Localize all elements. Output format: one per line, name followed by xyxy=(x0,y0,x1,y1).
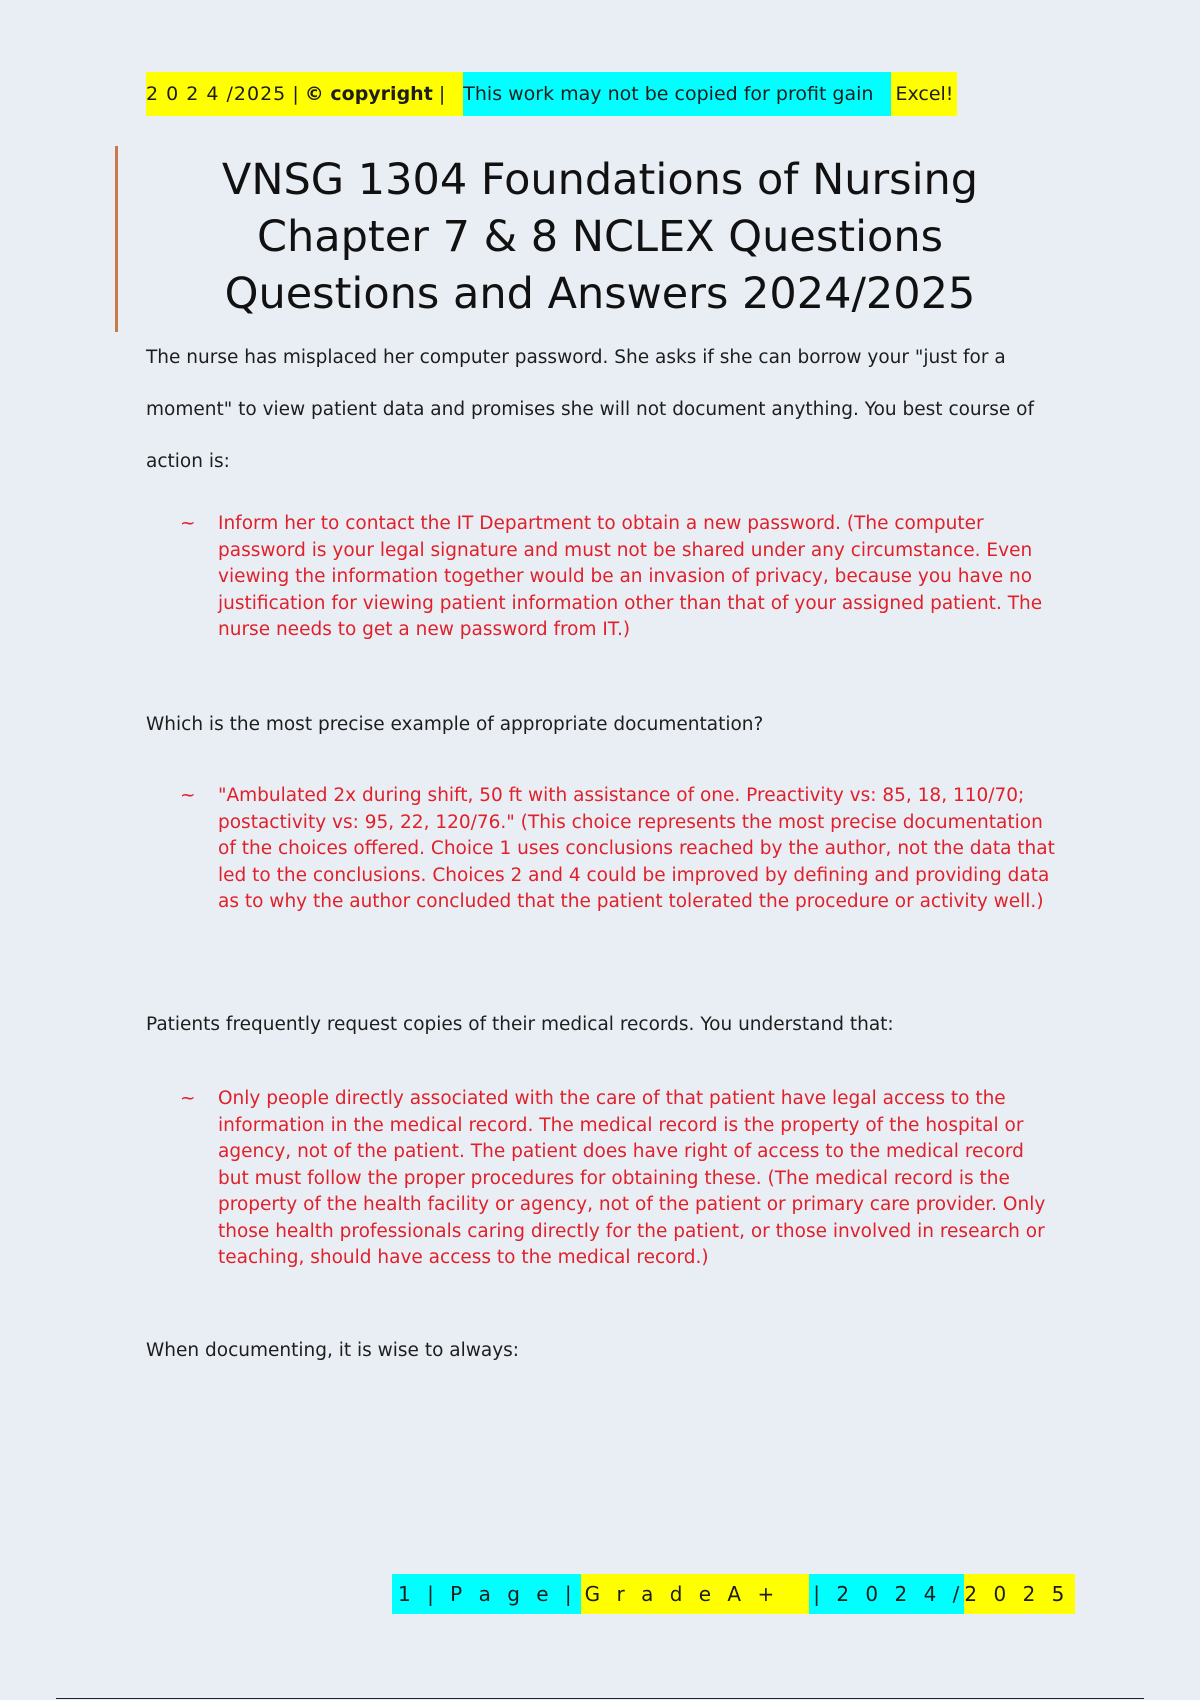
title-line-3: Questions and Answers 2024/2025 xyxy=(224,269,976,319)
document-title xyxy=(150,152,1050,323)
footer-page-number: 1 | P a g e | xyxy=(392,1574,581,1614)
question-3: Patients frequently request copies of their medical records. You understand that: xyxy=(146,1014,894,1035)
answer-3 xyxy=(180,1086,1060,1272)
question-1: The nurse has misplaced her computer password. She asks if she can borrow your "just for a moment" to view patient data and promises she will not document anything. You best course of action is: xyxy=(146,347,1034,472)
title-line-1: VNSG 1304 Foundations of Nursing xyxy=(221,155,979,205)
answer-2-text: "Ambulated 2x during shift, 50 ft with assistance of one. Preactivity vs: 85, 18, 110/70; postactivity vs: 95, 22, 120/76." (This choice represents the most precise documentation of the choices offered. Choice 1 uses conclusions reached by the author, not the data that led to the conclusions. Choices 2 and 4 could be improved by defining and providing data as to why the author concluded that the patient tolerated the procedure or activity well.) xyxy=(218,785,1055,912)
header-copyright xyxy=(305,72,464,116)
header-year: 2 0 2 4 /2025 xyxy=(146,72,286,116)
footer-grade: G r a d e A + xyxy=(581,1574,810,1614)
answer-bullet: ~ xyxy=(180,785,196,806)
question-4: When documenting, it is wise to always: xyxy=(146,1340,520,1361)
header-notice: This work may not be copied for profit gain xyxy=(463,72,891,116)
header-excel: Excel! xyxy=(891,72,957,116)
copyright-header xyxy=(146,72,957,116)
title-accent-rule xyxy=(115,146,118,332)
answer-1 xyxy=(180,511,1060,644)
header-separator-2: | xyxy=(432,83,452,105)
answer-2 xyxy=(180,783,1060,916)
answer-bullet: ~ xyxy=(180,1088,196,1109)
header-separator: | xyxy=(286,72,304,116)
title-line-2: Chapter 7 & 8 NCLEX Questions xyxy=(256,212,943,262)
answer-1-text: Inform her to contact the IT Department to obtain a new password. (The computer password is your legal signature and must not be shared under any circumstance. Even viewing the information together would be an invasion of privacy, because you have no justification for viewing patient information other than that of your assigned patient. The nurse needs to get a new password from IT.) xyxy=(218,513,1043,640)
question-2: Which is the most precise example of appropriate documentation? xyxy=(146,714,764,735)
footer-year-a: | 2 0 2 4 / xyxy=(809,1574,964,1614)
header-copyright-text: © copyright xyxy=(304,83,433,105)
answer-3-text: Only people directly associated with the care of that patient have legal access to the information in the medical record. The medical record is the property of the hospital or agency, not of the patient. The patient does have right of access to the medical record but must follow the proper procedures for obtaining these. (The medical record is the property of the health facility or agency, not of the patient or primary care provider. Only those health professionals caring directly for the patient, or those involved in research or teaching, should have access to the medical record.) xyxy=(218,1088,1046,1268)
answer-bullet: ~ xyxy=(180,513,196,534)
footer-year-b: 2 0 2 5 xyxy=(964,1574,1075,1614)
bottom-divider xyxy=(56,1698,1144,1699)
page-footer xyxy=(392,1574,1075,1614)
